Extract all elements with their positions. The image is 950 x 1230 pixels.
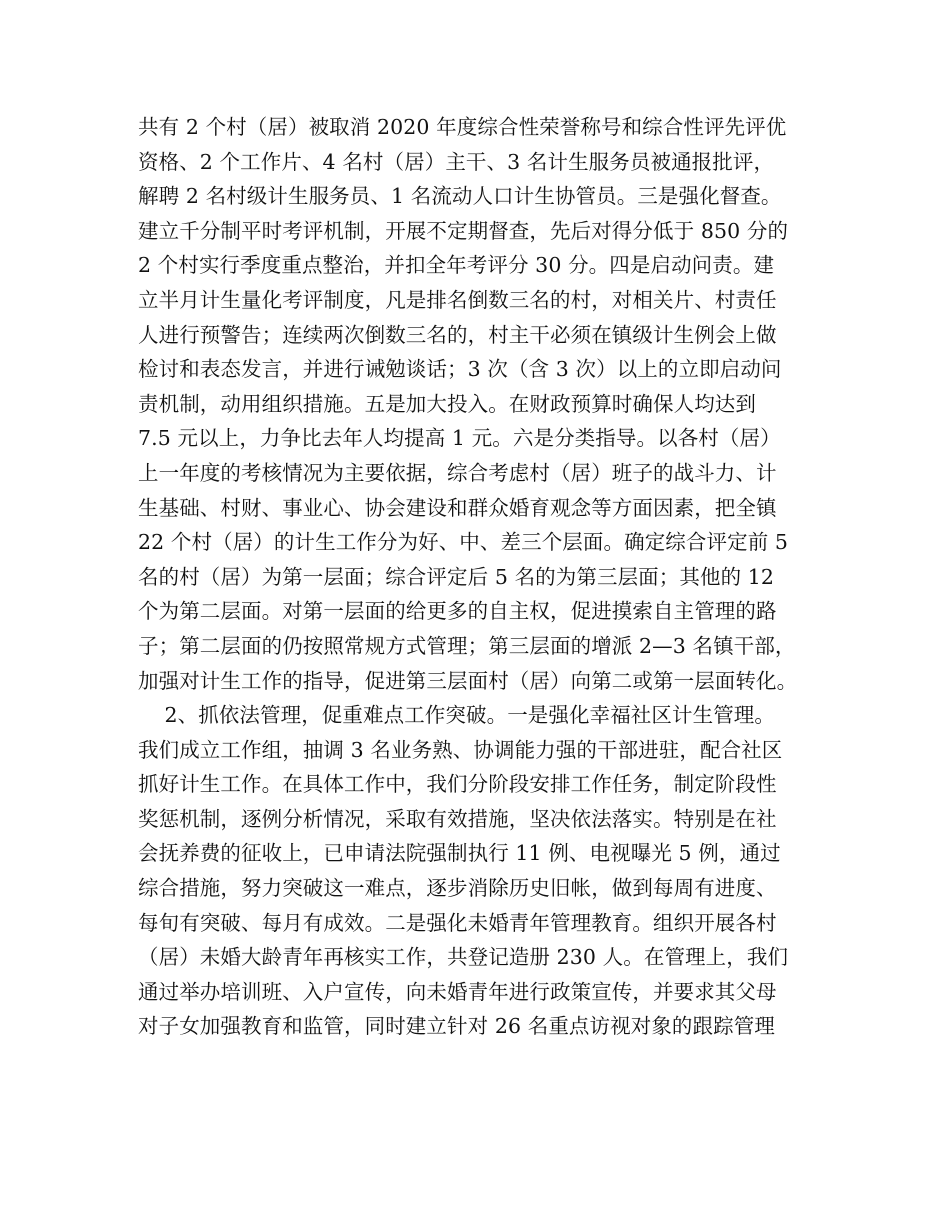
text-line-3: 解聘 2 名村级计生服务员、1 名流动人口计生协管员。三是强化督查。 bbox=[138, 184, 782, 209]
text-line-15: 个为第二层面。对第一层面的给更多的自主权，促进摸索自主管理的路 bbox=[138, 599, 777, 624]
text-line-27: 对子女加强教育和监管，同时建立针对 26 名重点访视对象的跟踪管理 bbox=[138, 1014, 775, 1039]
text-line-21: 奖惩机制，逐例分析情况，采取有效措施，坚决依法落实。特别是在社 bbox=[138, 806, 777, 831]
text-line-5: 2 个村实行季度重点整治，并扣全年考评分 30 分。四是启动问责。建 bbox=[138, 253, 775, 278]
text-line-10: 7.5 元以上，力争比去年人均提高 1 元。六是分类指导。以各村（居） bbox=[138, 426, 781, 451]
text-line-8: 检讨和表态发言，并进行诫勉谈话；3 次（含 3 次）以上的立即启动问 bbox=[138, 357, 782, 382]
text-line-9: 责机制，动用组织措施。五是加大投入。在财政预算时确保人均达到 bbox=[138, 391, 756, 416]
text-line-23: 综合措施，努力突破这一难点，逐步消除历史旧帐，做到每周有进度、 bbox=[138, 876, 777, 901]
body-text bbox=[138, 110, 838, 1044]
text-line-19: 我们成立工作组，抽调 3 名业务熟、协调能力强的干部进驻，配合社区 bbox=[138, 737, 783, 762]
text-line-22: 会抚养费的征收上，已申请法院强制执行 11 例、电视曝光 5 例，通过 bbox=[138, 841, 781, 866]
text-line-16: 子；第二层面的仍按照常规方式管理；第三层面的增派 2—3 名镇干部， bbox=[138, 633, 796, 658]
text-line-26: 通过举办培训班、入户宣传，向未婚青年进行政策宣传，并要求其父母 bbox=[138, 979, 777, 1004]
text-line-17: 加强对计生工作的指导，促进第三层面村（居）向第二或第一层面转化。 bbox=[138, 668, 798, 693]
text-line-20: 抓好计生工作。在具体工作中，我们分阶段安排工作任务，制定阶段性 bbox=[138, 772, 777, 797]
text-line-25: （居）未婚大龄青年再核实工作，共登记造册 230 人。在管理上，我们 bbox=[138, 945, 789, 970]
text-line-14: 名的村（居）为第一层面；综合评定后 5 名的为第三层面；其他的 12 bbox=[138, 564, 775, 589]
text-line-6: 立半月计生量化考评制度，凡是排名倒数三名的村，对相关片、村责任 bbox=[138, 287, 777, 312]
text-line-12: 生基础、村财、事业心、协会建设和群众婚育观念等方面因素，把全镇 bbox=[138, 495, 777, 520]
text-line-24: 每旬有突破、每月有成效。二是强化未婚青年管理教育。组织开展各村 bbox=[138, 910, 777, 935]
text-line-7: 人进行预警告；连续两次倒数三名的，村主干必须在镇级计生例会上做 bbox=[138, 322, 777, 347]
text-line-13: 22 个村（居）的计生工作分为好、中、差三个层面。确定综合评定前 5 bbox=[138, 530, 789, 555]
text-line-1: 共有 2 个村（居）被取消 2020 年度综合性荣誉称号和综合性评先评优 bbox=[138, 115, 787, 139]
text-line-11: 上一年度的考核情况为主要依据，综合考虑村（居）班子的战斗力、计 bbox=[138, 460, 777, 485]
text-line-2: 资格、2 个工作片、4 名村（居）主干、3 名计生服务员被通报批评， bbox=[138, 149, 775, 174]
text-line-4: 建立千分制平时考评机制，开展不定期督查，先后对得分低于 850 分的 bbox=[138, 218, 789, 243]
text-line-18: 2、抓依法管理，促重难点工作突破。一是强化幸福社区计生管理。 bbox=[138, 703, 776, 728]
